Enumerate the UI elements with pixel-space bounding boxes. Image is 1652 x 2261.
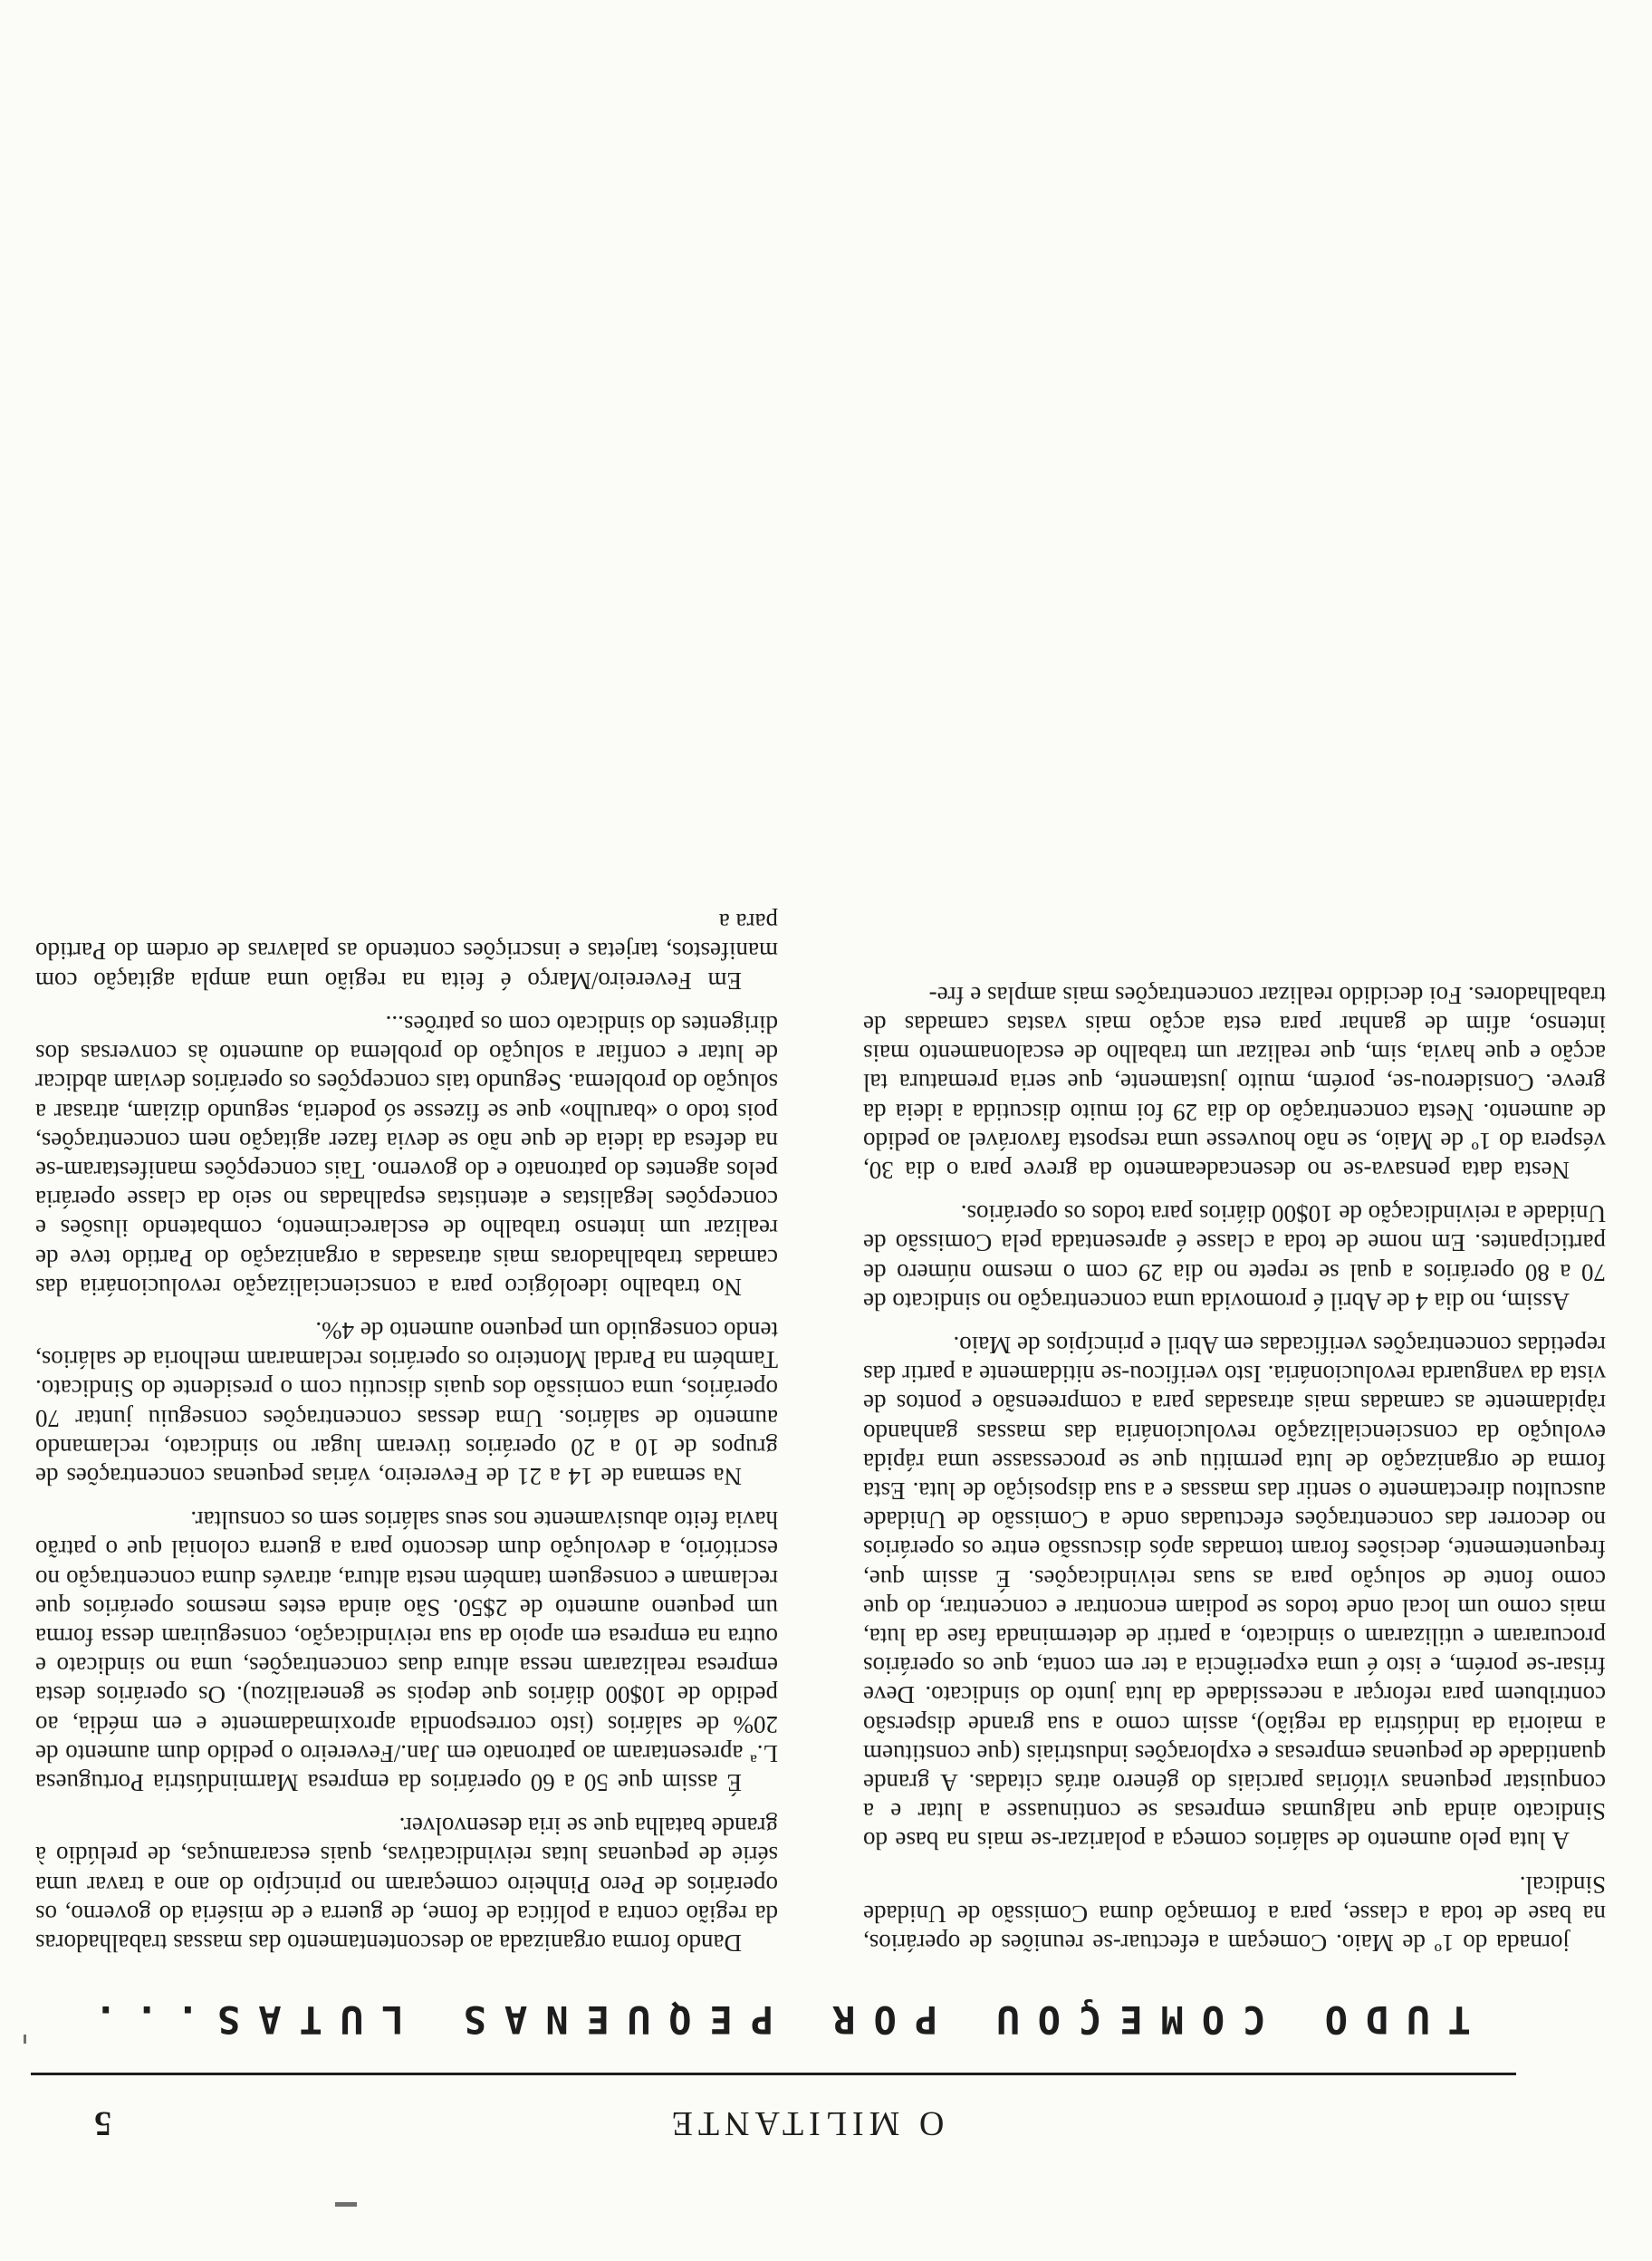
header-rule (31, 2073, 1516, 2075)
paragraph: Dando forma organizada ao descontentamento das massas trabalhadoras da região contra a política de fome, de guerra e de miséria do governo, os operários de Pero Pinheiro começaram no princípio do ano a travar uma série de pequenas lutas reivindicativas, quais escaramuças, de prelúdio à grande batalha que se iria desenvolver. (35, 1813, 778, 1957)
paragraph: Assim, no dia 4 de Abril é promovida uma concentração no sindicato de 70 a 80 operários a qual se repete no dia 29 com o mesmo número de participantes. Em nome de toda a classe é apresentada pela Comissão de Unidade a reivindicação de 10$00 diários para todos os operários. (863, 1200, 1606, 1315)
paragraph: A luta pelo aumento de salários começa a polarizar-se mais na base do Sindicato ainda que nalgumas empresas se continuasse a lutar e a conquistar pequenas vitórias parciais do género atrás citadas. A grande quantidade de pequenas empresas e explorações industriais (que constituem a maioria da indústria da região), assim como a sua grande dispersão contribuem para reforçar a necessidade da luta junto do sindicato. Deve frisar-se porém, e isto é uma experiência a ter em conta, que os operários procuraram e utilizaram o sindicato, a partir de determinada fase da luta, mais como um local onde todos se podiam encontrar e concentrar, do que como fonte de solução para as suas reivindicações. É assim que, frequentemente, decisões foram tomadas após discussão entre os operários no decorrer das concentrações efectuadas onde a Comissão de Unidade auscultou directamente o sentir das massas e a sua disposição de luta. Esta forma de organização de luta permitiu que se processasse uma rápida evolução da consciencialização revolucionária das massas ganhando ràpidamente as camadas mais atrasadas para a compreensão e pontos de vista da vanguarda revolucionária. Isto verificou-se nitidamente a partir das repetidas concentrações verificadas em Abril e princípios de Maio. (863, 1331, 1606, 1855)
page-number: 5 (94, 2104, 111, 2142)
paragraph: Na semana de 14 a 21 de Fevereiro, várias pequenas concentrações de grupos de 10 a 20 operários tiveram lugar no sindicato, reclamando aumento de salários. Uma dessas concentrações conseguiu juntar 70 operários, uma comissão dos quais discutiu com o presidente do Sindicato. Também na Pardal Monteiro os operários reclamaram melhoria de salários, tendo conseguido um pequeno aumento de 4%. (35, 1316, 778, 1490)
article-headline: TUDO COMEÇOU POR PEQUENAS LUTAS... (76, 1997, 1471, 2042)
article-column-right (863, 967, 1606, 1958)
paragraph: É assim que 50 a 60 operários da empresa Marmindústria Portuguesa L.ª apresentaram ao patronato em Jan./Fevereiro o pedido dum aumento de 20% de salários (isto correspondia aproximadamente e em média, ao pedido de 10$00 diários que depois se generalizou). Os operários desta empresa realizaram nessa altura duas concentrações, uma no sindicato e outra na empresa em apoio da sua reivindicação, conseguiram dessa forma um pequeno aumento de 2$50. São ainda estes mesmos operários que reclamam e conseguem também nesta altura, através duma concentração no escritório, a devolução dum desconto para a guerra colonial que o patrão havia feito abusivamente nos seus salários sem os consultar. (35, 1506, 778, 1796)
scan-speck (24, 2035, 26, 2044)
paragraph: Nesta data pensava-se no desencadeamento da greve para o dia 30, véspera do 1º de Maio, se não houvesse uma resposta favorável ao pedido de aumento. Nesta concentração do dia 29 foi muito discutida a ideia da greve. Considerou-se, porém, muito justamente, que seria prematura tal acção e que havia, sim, que realizar um trabalho de escalonamento mais intenso, afim de ganhar para esta acção mais vastas camadas de trabalhadores. Foi decidido realizar concentrações mais amplas e fre- (863, 981, 1606, 1184)
scan-speck (335, 2202, 357, 2207)
masthead (94, 2089, 1516, 2143)
publication-title: O MILITANTE (666, 2104, 945, 2142)
paragraph: No trabalho ideológico para a consciencialização revolucionária das camadas trabalhadoras mais atrasadas a organização do Partido teve de realizar um intenso trabalho de esclarecimento, combatendo ilusões e concepções legalistas e atentistas espalhadas no seio da classe operária pelos agentes do patronato e do governo. Tais concepções manifestaram-se na defesa da ideia de que não se devia fazer agitação nem concentrações, pois todo o «barulho» que se fizesse só poderia, segundo diziam, atrasar a solução do problema. Segundo tais concepções os operários deviam abdicar de lutar e confiar a solução do problema do aumento às conversas dos dirigentes do sindicato com os patrões... (35, 1010, 778, 1301)
paragraph: Em Fevereiro/Março é feita na região uma ampla agitação com manifestos, tarjetas e inscrições contendo as palavras de ordem do Partido para a (35, 909, 778, 995)
article-column-left (35, 893, 778, 1958)
paragraph: jornada do 1º de Maio. Começam a efectuar-se reuniões de operários, na base de toda a classe, para a formação duma Comissão de Unidade Sindical. (863, 1871, 1606, 1957)
